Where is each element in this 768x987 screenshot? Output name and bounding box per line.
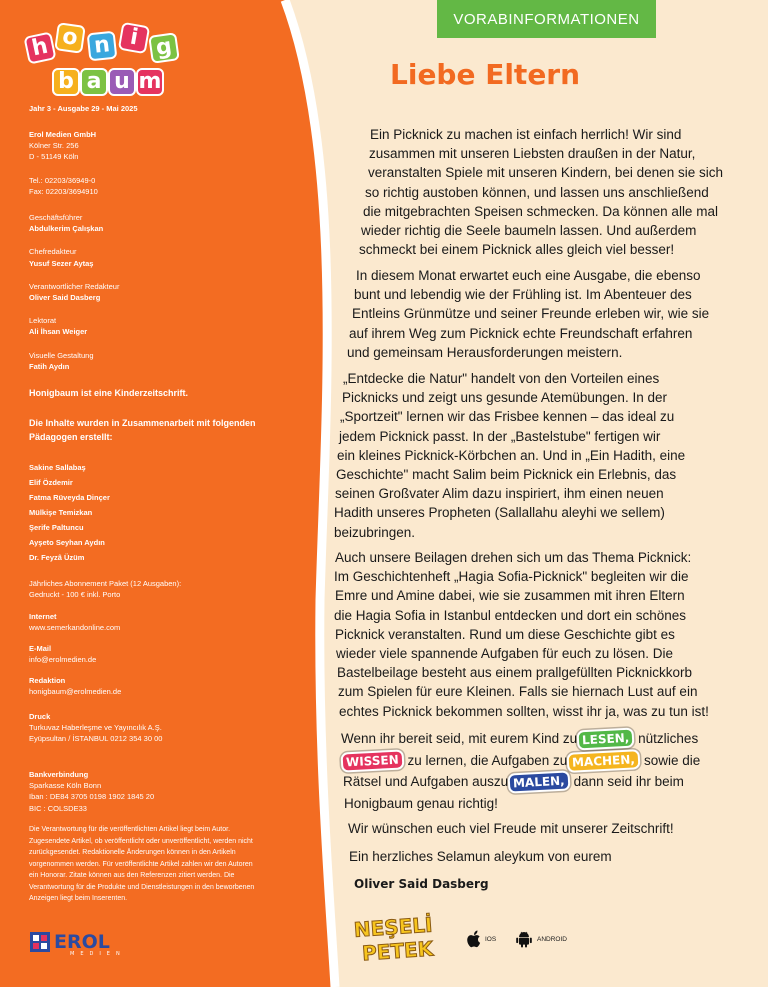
druck-line: Turkuvaz Haberleşme ve Yayıncılık A.Ş. — [29, 723, 162, 733]
logo-letter-tile — [23, 31, 56, 64]
text-line: Im Geschichtenheft „Hagia Sofia-Picknick" begleiten wir die — [334, 569, 689, 585]
bank-line: Sparkasse Köln Bonn — [29, 781, 102, 791]
text-fragment: sowie die — [640, 752, 701, 768]
malen-pill: MALEN, — [508, 770, 571, 793]
text-line: und gemeinsam Herausforderungen meistern. — [347, 344, 623, 360]
role-name: Abdulkerim Çalışkan — [29, 224, 104, 234]
pedagogue-name: Elif Özdemir — [29, 478, 73, 487]
machen-pill: MACHEN, — [567, 749, 641, 773]
neseli-petek-logo — [350, 910, 442, 966]
email-info — [29, 643, 96, 665]
text-line: Hadith unseres Propheten (Sallallahu aleyhi we sellem) — [334, 505, 665, 521]
paragraph-1 — [359, 125, 723, 259]
pedagogue-name: Fatma Rüveyda Dinçer — [29, 493, 110, 502]
issue-info: Jahr 3 - Ausgabe 29 - Mai 2025 — [29, 104, 138, 113]
pedagogues-intro: Die Inhalte wurden in Zusammenarbeit mit folgenden Pädagogen erstellt: — [29, 418, 256, 442]
android-icon — [515, 930, 533, 948]
text-fragment: dann seid ihr beim — [569, 774, 684, 789]
text-line: veranstalten Spiele mit unseren Kindern, bei denen sie sich — [368, 165, 723, 181]
logo-letter: a — [86, 69, 102, 94]
text-line: Ein Picknick zu machen ist einfach herrlich! Wir sind — [370, 127, 682, 142]
pedagogue-name: Dr. Feyzâ Üzüm — [29, 553, 85, 562]
text-line: Emre und Amine dabei, wie sie zusammen mit ihren Eltern — [335, 588, 685, 604]
logo-letter-tile — [80, 68, 108, 96]
role-label: Geschäftsführer — [29, 213, 83, 222]
druck-info — [29, 711, 162, 745]
text-line: Bastelbeilage besteht aus einem prallgefüllten Picknickkorb — [337, 665, 692, 681]
text-line: echtes Picknick bekommen sollten, wisst ihr ja, was zu tun ist! — [339, 703, 709, 719]
publisher-block — [29, 129, 98, 197]
section-badge: VORABINFORMATIONEN — [437, 0, 656, 38]
role-label: Verantwortlicher Redakteur — [29, 281, 120, 291]
paragraph-2 — [347, 266, 710, 362]
android-label: ANDROID — [537, 935, 567, 943]
disclaimer: Die Verantwortung für die veröffentlichten Artikel liegt beim Autor. Zugesendete Artikel, ob veröffentlicht oder unveröffentlicht, werden nicht zurückgesendet. Redaktionelle Änderungen können in den Artikeln vorgenommen werden. Für veröffentlichte Artikel zahlen wir den Autoren ein Honorar. Zitate können aus den Referenzen zitiert werden. Die Verantwortung für die Produkte und Dienstleistungen in den beworbenen Anzeigen liegt beim Inserenten. — [29, 826, 255, 902]
text-line: ein kleines Picknick-Körbchen an. Und in „Ein Hadith, eine — [337, 447, 686, 463]
email-link[interactable]: info@erolmedien.de — [29, 655, 97, 665]
internet-link[interactable]: www.semerkandonline.com — [29, 623, 121, 633]
pedagogue-name: Sakine Sallabaş — [29, 463, 86, 472]
text-line: Picknicks und zeigt uns gesunde Atemübungen. In der — [342, 390, 667, 406]
publisher-city: D - 51149 Köln — [29, 152, 79, 162]
paragraph-7: Ein herzliches Selamun aleykum von eurem — [349, 849, 612, 864]
text-line: Entleins Grünmütze und seiner Freunde erleben wir, wie sie — [352, 306, 710, 322]
paragraph-4 — [335, 548, 709, 721]
role-label: Visuelle Gestaltung — [29, 350, 94, 360]
subscription-info — [29, 578, 181, 600]
role-label: Lektorat — [29, 316, 57, 326]
signature: Oliver Said Dasberg — [354, 877, 489, 891]
erol-medien-logo — [30, 930, 156, 956]
logo-letter-tile — [87, 31, 118, 62]
role-label: Chefredakteur — [29, 247, 77, 257]
bank-label: Bankverbindung — [29, 770, 89, 779]
logo-letter: o — [60, 24, 80, 51]
logo-letter-tile — [148, 32, 180, 64]
logo-letter-tile — [136, 68, 164, 96]
logo-letter-tile — [108, 68, 136, 96]
logo-letter-tile — [52, 68, 80, 96]
text-line: „Entdecke die Natur" handelt von den Vorteilen eines — [343, 371, 660, 386]
apple-icon — [465, 930, 481, 948]
role-name: Fatih Aydın — [29, 361, 70, 371]
text-line: zusammen mit unseren Liebsten draußen in der Natur, — [369, 146, 696, 162]
tagline: Honigbaum ist eine Kinderzeitschrift. — [29, 388, 189, 398]
neseli-line1: NEŞELİ — [353, 912, 434, 942]
page-title: Liebe Eltern — [390, 58, 581, 91]
paragraph-6: Wir wünschen euch viel Freude mit unserer Zeitschrift! — [348, 821, 674, 836]
roles-block — [29, 212, 119, 372]
text-line: zum Spielen für eure Kleinen. Falls sie hiernach Lust auf ein — [338, 684, 698, 700]
publisher-tel: Tel.: 02203/36949-0 — [29, 175, 96, 185]
pedagogues-list — [29, 460, 110, 565]
text-line: Auch unsere Beilagen drehen sich um das Thema Picknick: — [335, 550, 692, 565]
subscription-line: Jährliches Abonnement Paket (12 Ausgaben): — [29, 579, 182, 588]
erol-sub: MEDIEN — [70, 951, 126, 956]
druck-line: Eyüpsultan / İSTANBUL 0212 354 30 00 — [29, 734, 163, 744]
druck-label: Druck — [29, 712, 51, 721]
logo-letter: m — [138, 69, 162, 94]
text-line: die Hagia Sofia in Istanbul entdecken und dort ein schönes — [334, 607, 686, 623]
text-line: Picknick veranstalten. Rund um diese Geschichte gibt es — [335, 626, 675, 642]
publisher-street: Kölner Str. 256 — [29, 141, 79, 151]
publisher-fax: Fax: 02203/3694910 — [29, 186, 98, 196]
text-fragment: nützliches — [634, 731, 699, 746]
text-line: die mitgebrachten Speisen schmecken. Da können alle mal — [363, 203, 718, 219]
logo-letter-tile — [118, 22, 150, 54]
neseli-line2: PETEK — [361, 936, 434, 966]
role-name: Ali İhsan Weiger — [29, 327, 88, 337]
text-line: jedem Picknick passt. In der „Bastelstube" fertigen wir — [339, 428, 661, 444]
text-line: bunt und lebendig wie der Frühling ist. Im Abenteuer des — [354, 287, 692, 303]
text-line: beizubringen. — [334, 524, 416, 540]
redaktion-link[interactable]: honigbaum@erolmedien.de — [29, 687, 122, 697]
lesen-pill: LESEN, — [577, 728, 635, 751]
role-name: Yusuf Sezer Aytaş — [29, 258, 94, 268]
erol-name: EROL — [54, 931, 110, 953]
logo-letter: i — [128, 24, 140, 51]
ios-store-link[interactable] — [465, 930, 496, 948]
text-line: schmeckt bei einem Picknick alles gleich viel besser! — [359, 242, 675, 258]
wissen-pill: WISSEN — [341, 749, 405, 772]
text-line: Geschichte" macht Salim beim Picknick ein Erlebnis, das — [336, 467, 677, 483]
text-line: Honigbaum genau richtig! — [344, 795, 498, 811]
text-line: auf ihrem Weg zum Picknick echte Freundschaft erfahren — [349, 325, 693, 341]
text-line: so richtig austoben können, und lassen uns anschließend — [365, 184, 709, 200]
text-fragment: Wenn ihr bereit seid, mit eurem Kind zu — [341, 731, 578, 746]
pedagogue-name: Mülkişe Temizkan — [29, 508, 93, 517]
text-line: In diesem Monat erwartet euch eine Ausgabe, die ebenso — [356, 268, 701, 283]
ios-label: IOS — [485, 935, 497, 943]
pedagogue-name: Ayşeto Seyhan Aydın — [29, 538, 105, 547]
subscription-line: Gedruckt - 100 € inkl. Porto — [29, 590, 121, 600]
logo-letter: h — [29, 33, 51, 62]
redaktion-label: Redaktion — [29, 676, 66, 685]
text-line: wieder richtig die Seele baumeln lassen. Und außerdem — [361, 223, 697, 239]
role-name: Oliver Said Dasberg — [29, 293, 101, 303]
bank-line: Iban : DE84 3705 0198 1902 1845 20 — [29, 792, 155, 802]
publisher-name: Erol Medien GmbH — [29, 130, 97, 139]
logo-letter: b — [58, 69, 74, 94]
text-fragment: Rätsel und Aufgaben auszu — [343, 774, 509, 789]
logo-letter-tile — [54, 22, 86, 54]
bank-info — [29, 769, 154, 814]
logo-letter: u — [114, 69, 130, 94]
paragraph-3 — [334, 369, 686, 542]
internet-label: Internet — [29, 612, 57, 621]
email-label: E-Mail — [29, 644, 52, 653]
text-line: seinen Großvater Alim dazu inspiriert, ihm einen neuen — [335, 486, 664, 502]
text-line: „Sportzeit" lernen wir das Frisbee kennen – das ideal zu — [340, 409, 675, 425]
text-fragment: zu lernen, die Aufgaben zu — [403, 752, 568, 768]
internet-info — [29, 611, 120, 633]
paragraph-5 — [341, 728, 700, 814]
honigbaum-logo — [26, 22, 186, 102]
pedagogue-name: Şerife Paltuncu — [29, 523, 84, 532]
logo-letter: n — [92, 32, 112, 59]
logo-letter: g — [154, 34, 174, 61]
android-store-link[interactable] — [515, 930, 567, 948]
bank-line: BIC : COLSDE33 — [29, 803, 87, 813]
redaktion-info — [29, 675, 121, 697]
text-line: wieder viele spannende Aufgaben für euch zu lösen. Die — [336, 646, 673, 662]
